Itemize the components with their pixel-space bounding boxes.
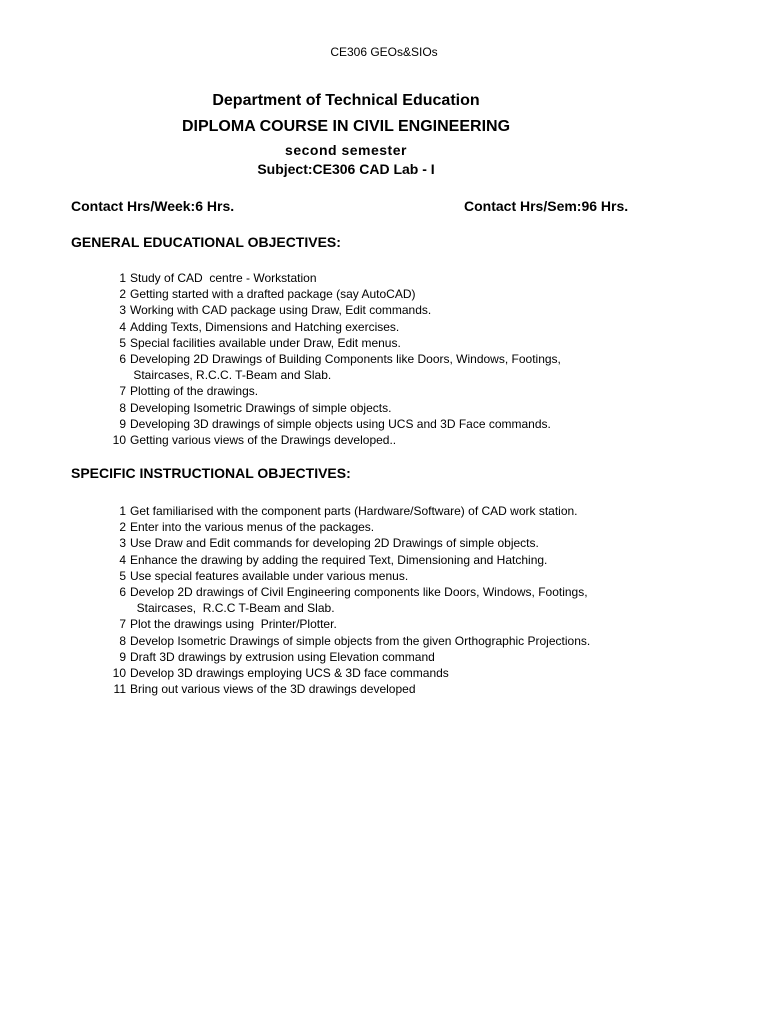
general-objectives-heading: GENERAL EDUCATIONAL OBJECTIVES: [71,234,341,250]
list-item [108,383,650,399]
list-item [108,270,650,286]
list-item [108,351,650,383]
list-item-number: 8 [119,633,126,648]
list-item-number: 10 [112,433,126,448]
list-item-text: Getting started with a drafted package (say AutoCAD) [130,287,416,302]
subject-label: Subject:CE306 CAD Lab - I [257,161,435,177]
list-item-text: Enhance the drawing by adding the required Text, Dimensioning and Hatching. [130,552,548,567]
list-item [108,633,650,649]
list-item-number: 11 [113,682,126,697]
list-item-number: 4 [119,552,126,567]
list-item-text: Developing 3D drawings of simple objects using UCS and 3D Face commands. [130,416,551,431]
list-item-number: 5 [119,335,126,350]
list-item-text: Develop 2D drawings of Civil Engineering components like Doors, Windows, Footings, Staircases, R.C.C T-Beam and Slab. [130,585,588,616]
list-item-number: 3 [119,303,126,318]
list-item-text: Developing Isometric Drawings of simple objects. [130,400,392,415]
list-item-text: Enter into the various menus of the packages. [130,520,375,535]
list-item-number: 8 [119,400,126,415]
list-item [108,616,650,632]
list-item-number: 3 [119,536,126,551]
list-item [108,584,650,616]
list-item-number: 10 [112,666,126,681]
specific-objectives-heading: SPECIFIC INSTRUCTIONAL OBJECTIVES: [71,465,351,481]
list-item-text: Bring out various views of the 3D drawings developed [130,682,416,697]
contact-hours-semester: Contact Hrs/Sem:96 Hrs. [464,198,629,214]
list-item-text: Develop 3D drawings employing UCS & 3D face commands [130,666,449,681]
list-item [108,400,650,416]
list-item-text: Use special features available under various menus. [130,568,409,583]
general-objectives-list [108,270,650,448]
list-item [108,302,650,318]
department-title: Department of Technical Education [212,92,480,109]
list-item [108,552,650,568]
list-item-text: Get familiarised with the component parts (Hardware/Software) of CAD work station. [130,504,578,518]
list-item [108,568,650,584]
list-item-number: 7 [119,384,126,399]
list-item-number: 1 [119,271,126,285]
list-item-text: Getting various views of the Drawings developed.. [130,433,397,448]
list-item [108,681,650,697]
list-item [108,432,650,448]
list-item-number: 9 [119,416,126,431]
list-item-text: Use Draw and Edit commands for developing 2D Drawings of simple objects. [130,536,539,551]
list-item-text: Draft 3D drawings by extrusion using Elevation command [130,649,435,664]
page-header-code: CE306 GEOs&SIOs [330,45,438,59]
contact-hours-week: Contact Hrs/Week:6 Hrs. [71,198,235,214]
list-item [108,503,650,519]
list-item [108,416,650,432]
list-item-text: Working with CAD package using Draw, Edit commands. [130,303,432,318]
list-item-text: Study of CAD centre - Workstation [130,271,317,285]
list-item-number: 6 [119,352,126,367]
list-item-number: 2 [119,520,126,535]
course-title: DIPLOMA COURSE IN CIVIL ENGINEERING [181,118,511,135]
list-item-number: 4 [119,319,126,334]
list-item-text: Develop Isometric Drawings of simple objects from the given Orthographic Projections. [130,633,591,648]
list-item [108,649,650,665]
list-item-text: Adding Texts, Dimensions and Hatching exercises. [130,319,400,334]
list-item-text: Plotting of the drawings. [130,384,259,399]
list-item [108,319,650,335]
list-item-text: Special facilities available under Draw, Edit menus. [130,335,401,350]
list-item-number: 1 [119,504,126,518]
list-item-number: 6 [119,585,126,600]
list-item [108,535,650,551]
list-item [108,286,650,302]
list-item-number: 5 [119,568,126,583]
list-item [108,665,650,681]
list-item-text: Plot the drawings using Printer/Plotter. [130,617,337,632]
list-item [108,519,650,535]
specific-objectives-list [108,503,650,697]
list-item-number: 9 [119,649,126,664]
semester-label: second semester [285,142,407,158]
list-item [108,335,650,351]
list-item-number: 2 [119,287,126,302]
list-item-text: Developing 2D Drawings of Building Components like Doors, Windows, Footings, Staircases, R.C.C. T-Beam and Slab. [130,352,561,383]
list-item-number: 7 [119,617,126,632]
